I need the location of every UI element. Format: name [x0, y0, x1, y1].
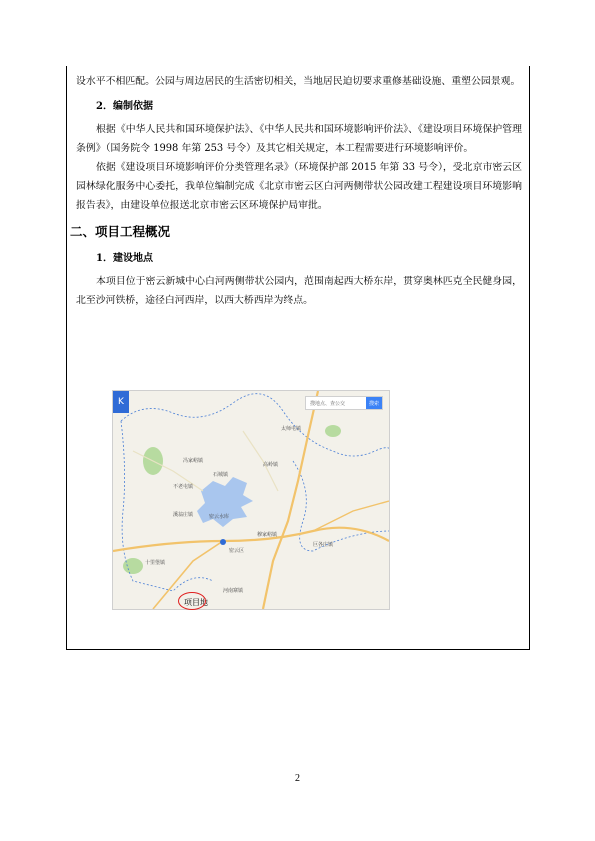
- green-area: [123, 558, 143, 574]
- paragraph-basis-laws: 根据《中华人民共和国环境保护法》、《中华人民共和国环境影响评价法》、《建设项目环境保护管理条例》（国务院令 1998 年第 253 号令）及其它相关规定，本工程需要进行环境影响评价。: [76, 124, 522, 154]
- border-line: [293, 461, 389, 551]
- page-number: 2: [295, 773, 300, 784]
- map-drawing: [113, 391, 389, 609]
- road: [113, 528, 389, 551]
- city-marker: [220, 539, 226, 545]
- section-heading-overview: 二、项目工程概况: [70, 224, 171, 239]
- green-area: [325, 425, 341, 437]
- map-label: 密云水库: [209, 514, 230, 520]
- project-site-circle: [178, 592, 206, 610]
- map-label: 密云区: [229, 548, 245, 554]
- paragraph-continuation: 设水平不相匹配。公园与周边居民的生活密切相关，当地居民迫切要求重修基础设施、重塑公园景观。: [76, 76, 521, 87]
- subheading-basis: 2．编制依据: [96, 101, 153, 112]
- map-label: 穆家峪镇: [257, 532, 278, 538]
- map-label: 不老屯镇: [173, 484, 194, 490]
- road: [313, 501, 389, 531]
- map-search-placeholder: 搜地点、查公交: [310, 401, 346, 407]
- map-logo: K: [113, 391, 129, 413]
- map-label: 冯家峪镇: [183, 458, 204, 464]
- road: [263, 391, 318, 609]
- map-label: 太师屯镇: [281, 426, 302, 432]
- map-label: 溪翁庄镇: [173, 512, 194, 518]
- paragraph-basis-catalog: 依据《建设项目环境影响评价分类管理名录》（环境保护部 2015 年第 33 号令），受北京市密云区园林绿化服务中心委托，我单位编制完成《北京市密云区白河两侧带状公园改建工程建设项目环境影响报告表》，由建设单位报送北京市密云区环境保护局审批。: [76, 162, 522, 211]
- project-site-label: 项目地: [184, 598, 208, 607]
- map-label: 高岭镇: [263, 462, 279, 468]
- location-map: [112, 390, 390, 610]
- paragraph-location: 本项目位于密云新城中心白河两侧带状公园内，范围南起西大桥东岸，贯穿奥林匹克全民健身园，北至沙河铁桥，途径白河西岸，以西大桥西岸为终点。: [76, 276, 522, 306]
- map-label: 河南寨镇: [223, 588, 244, 594]
- map-label: 巨各庄镇: [313, 542, 334, 548]
- map-search-button[interactable]: 搜索: [366, 397, 382, 409]
- map-label: 十里堡镇: [145, 560, 166, 566]
- document-body: [70, 72, 522, 310]
- map-label: 石城镇: [213, 472, 229, 478]
- subheading-location: 1．建设地点: [96, 253, 153, 264]
- map-search-input[interactable]: [305, 396, 383, 410]
